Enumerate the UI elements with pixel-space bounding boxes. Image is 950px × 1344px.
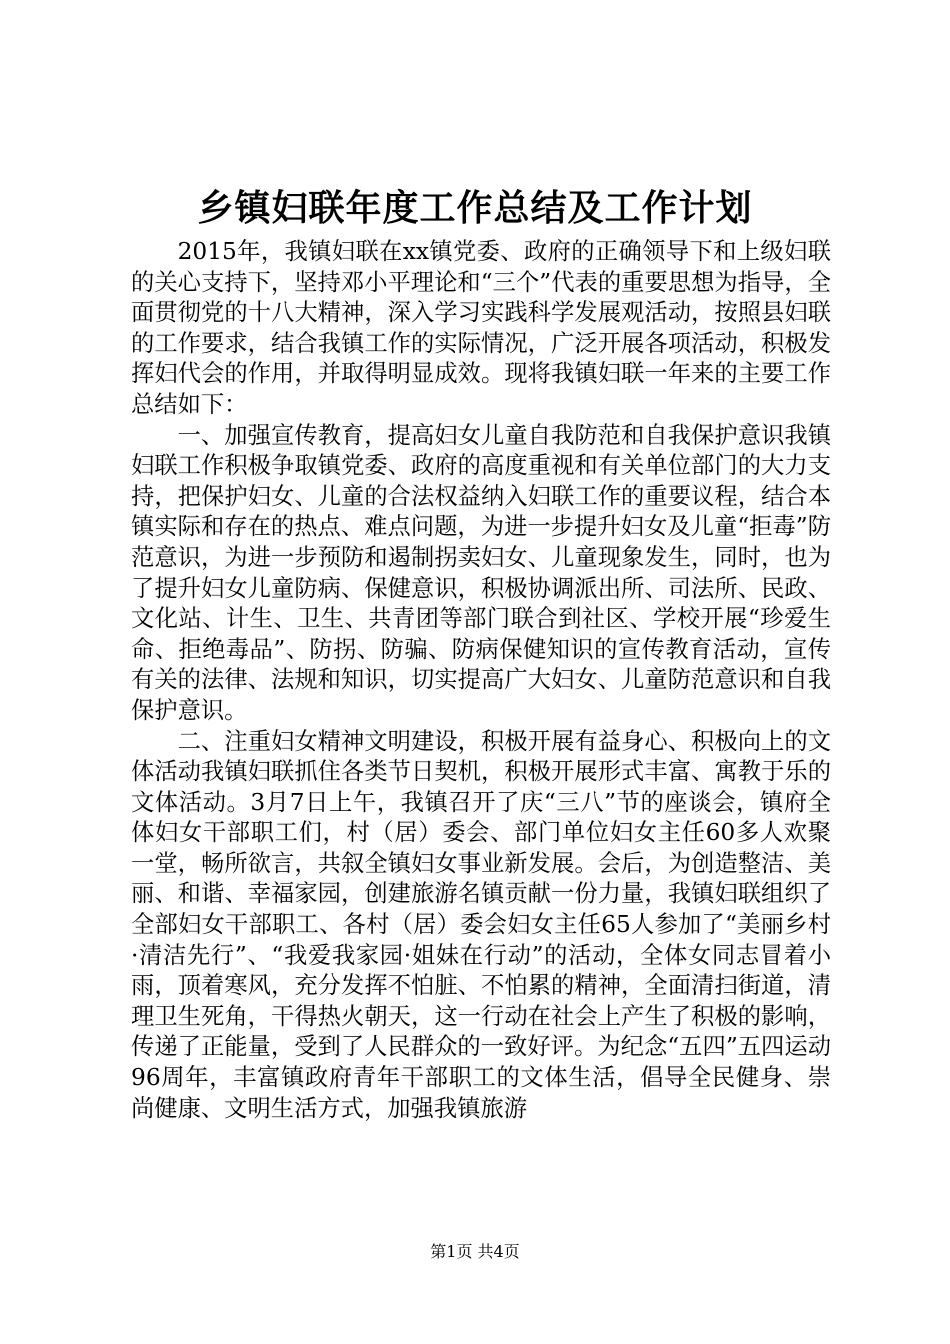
page-number-footer: 第1页 共4页 xyxy=(430,1242,520,1261)
paragraph-section-two: 二、注重妇女精神文明建设，积极开展有益身心、积极向上的文体活动我镇妇联抓住各类节日契机，积极开展形式丰富、寓教于乐的文体活动。3月7日上午，我镇召开了庆“三八”节的座谈会，镇府全体妇女干部职工们，村（居）委会、部门单位妇女主任60多人欢聚一堂，畅所欲言，共叙全镇妇女事业新发展。会后，为创造整洁、美丽、和谐、幸福家园，创建旅游名镇贡献一份力量，我镇妇联组织了全部妇女干部职工、各村（居）委会妇女主任65人参加了“美丽乡村·清洁先行”、“我爱我家园·姐妹在行动”的活动，全体女同志冒着小雨，顶着寒风，充分发挥不怕脏、不怕累的精神，全面清扫街道，清理卫生死角，干得热火朝天，这一行动在社会上产生了积极的影响，传递了正能量，受到了人民群众的一致好评。为纪念“五四”五四运动96周年，丰富镇政府青年干部职工的文体生活，倡导全民健身、崇尚健康、文明生活方式，加强我镇旅游 xyxy=(131,727,831,1122)
document-body xyxy=(131,237,831,1124)
paragraph-intro: 2015年，我镇妇联在xx镇党委、政府的正确领导下和上级妇联的关心支持下，坚持邓小平理论和“三个”代表的重要思想为指导，全面贯彻党的十八大精神，深入学习实践科学发展观活动，按照县妇联的工作要求，结合我镇工作的实际情况，广泛开展各项活动，积极发挥妇代会的作用，并取得明显成效。现将我镇妇联一年来的主要工作总结如下： xyxy=(131,238,831,418)
paragraph-section-one: 一、加强宣传教育，提高妇女儿童自我防范和自我保护意识我镇妇联工作积极争取镇党委、政府的高度重视和有关单位部门的大力支持，把保护妇女、儿童的合法权益纳入妇联工作的重要议程，结合本镇实际和存在的热点、难点问题，为进一步提升妇女及儿童“拒毒”防范意识，为进一步预防和遏制拐卖妇女、儿童现象发生，同时，也为了提升妇女儿童防病、保健意识，积极协调派出所、司法所、民政、文化站、计生、卫生、共青团等部门联合到社区、学校开展“珍爱生命、拒绝毒品”、防拐、防骗、防病保健知识的宣传教育活动，宣传有关的法律、法规和知识，切实提高广大妇女、儿童防范意识和自我保护意识。 xyxy=(131,421,831,724)
document-title: 乡镇妇联年度工作总结及工作计划 xyxy=(197,187,753,229)
